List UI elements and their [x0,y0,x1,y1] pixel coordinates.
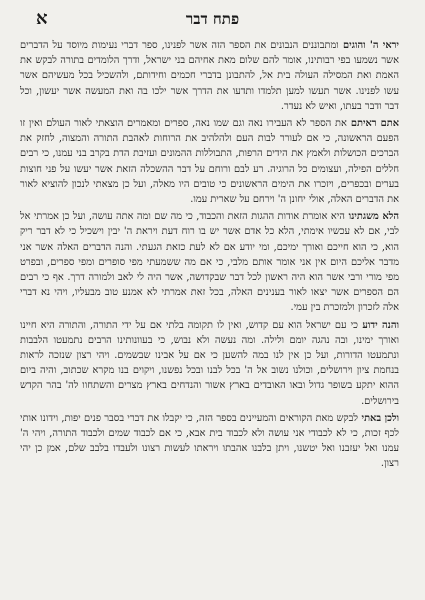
paragraph [20,209,399,315]
paragraph [20,116,399,207]
paragraph [20,318,399,409]
body-text [20,38,399,588]
paragraph-text: כי עם ישראל הוא עם קדוש, ואין לו תקומה בלתי אם על ידי התורה, והתורה היא חיינו ואורך ימינו, ובה נהגה יומם ולילה. ומה נעשה ולא נבוש, כי בעוונותינו הרבים נתמעטו הלבבות ונתמעטו הדורות, ועל כן אין לנו במה להשען כי אם על אבינו שבשמים. ויהי רצון שנזכה לראות בנחמת ציון וירושלים, וכולנו נשוב אל ה' בכל לבנו ובכל נפשנו, ויקוים בנו מקרא שכתוב, והיה ביום ההוא יתקע בשופר גדול ובאו האובדים בארץ אשור והנדחים בארץ מצרים והשתחוו לה' בהר הקדש בירושלים. [20,319,399,407]
paragraph-text: את הספר לא העבירו נאה וגם שמו נאה, ספרים ומאמרים הוצאתי לאור העולם ואין זו הפעם הראשונה, כי אם לעורר לבות העם ולהלהיב את הרוחות לאהבת התורה והמצוה, לחזק את הברכים הכושלות ולאמץ את הידים הרפות, התבוללות ההמונים ועזיבת הדת בקרב בני עמנו, כי רבים חללים הפילה, ועצומים כל הרוגיה. רע לבם ורוחם על דבר ההשכלה הזאת אשר יעשו על פני חוצות בערים ובכפרים, ויזכרו את הימים הראשונים כי טובים היו מאלה, ועל כן מצאתי לנכון להוציא לאור את הדברים האלה, אולי יחונן ה' וירחם על שארית עמו. [20,118,399,206]
paragraph-text: לבקש מאת הקוראים והמעיינים בספר הזה, כי יקבלו את דברי בסבר פנים יפות, וידונו אותי לכף זכות, כי לא לכבודי אני עושה ולא לכבוד בית אבא, כי אם לכבוד שמים ולכבוד התורה, ויהי ה' עמנו ואל יעזבנו ואל יטשנו, ויתן בלבנו אהבתו ויראתו לעשות רצונו ולעבדו בלבב שלם, אמן כן יהי רצון. [20,412,399,470]
page-title: פתח דבר [185,10,240,28]
paragraph [20,411,399,472]
page-number: א [36,8,48,29]
paragraph-lead: ולכן באתי [357,412,399,424]
paragraph-text: ומתבוננים הנבונים את הספר הזה אשר לפנינו, ספר דברי נעימות מיוסד על הדברים אשר נשמעו בפי רבותינו, אומר להם שלום מאת אחיהם בני ישראל, ודרך הלומדים בתורה לבקש את האמת ואת המסילה העולה בית אל, להתבונן בדברי חכמים וחידותם, ולהשכיל בכל מעשיהם אשר עשו לפנינו. אשר תעשו למען תלמדו ותדעו את הדרך אשר ילכו בה ואת המעשה אשר יעשון, וכל דבר ודבר בעתו, ואיש לא נעדר. [20,40,399,112]
paragraph-lead: אתם ראיתם [346,118,399,130]
paragraph-lead: הלא משגתינו [344,211,399,223]
paragraph [20,38,399,114]
paragraph-text: היא אומרת אודות ההגות הזאת והכבוד, כי מה שם ומה אתה עושה, ועל כן אמרתי אל לבי, אם לא עכשיו אימתי, הלא כל אדם אשר יש בו רוח דעת ויראת ה' יבין וישכיל כי לא דבר ריק הוא, כי הוא חייכם ואורך ימיכם, ומי יודע אם לא לעת כזאת הגעתי. והנה הדברים האלה אשר אני מדבר אליכם היום אין אני אומר אותם מלבי, כי אם מה ששמעתי מפי סופרים ומפי ספרים, ובפרט מפי מורי ורבי אשר הוא היה ראשון לכל דבר שבקדושה, אשר היה לי לאב ולמורה דרך. אף כי רבים הם הספרים אשר יצאו לאור בענינים האלה, בכל זאת אמרתי לא אמנע טוב מבעליו, ויהי נא דברי אלה לזכרון ולמזכרת בין עמי. [20,211,399,314]
paragraph-lead: והנה ידוע [357,319,399,331]
paragraph-lead: יראי ה' והוגים [338,40,399,51]
